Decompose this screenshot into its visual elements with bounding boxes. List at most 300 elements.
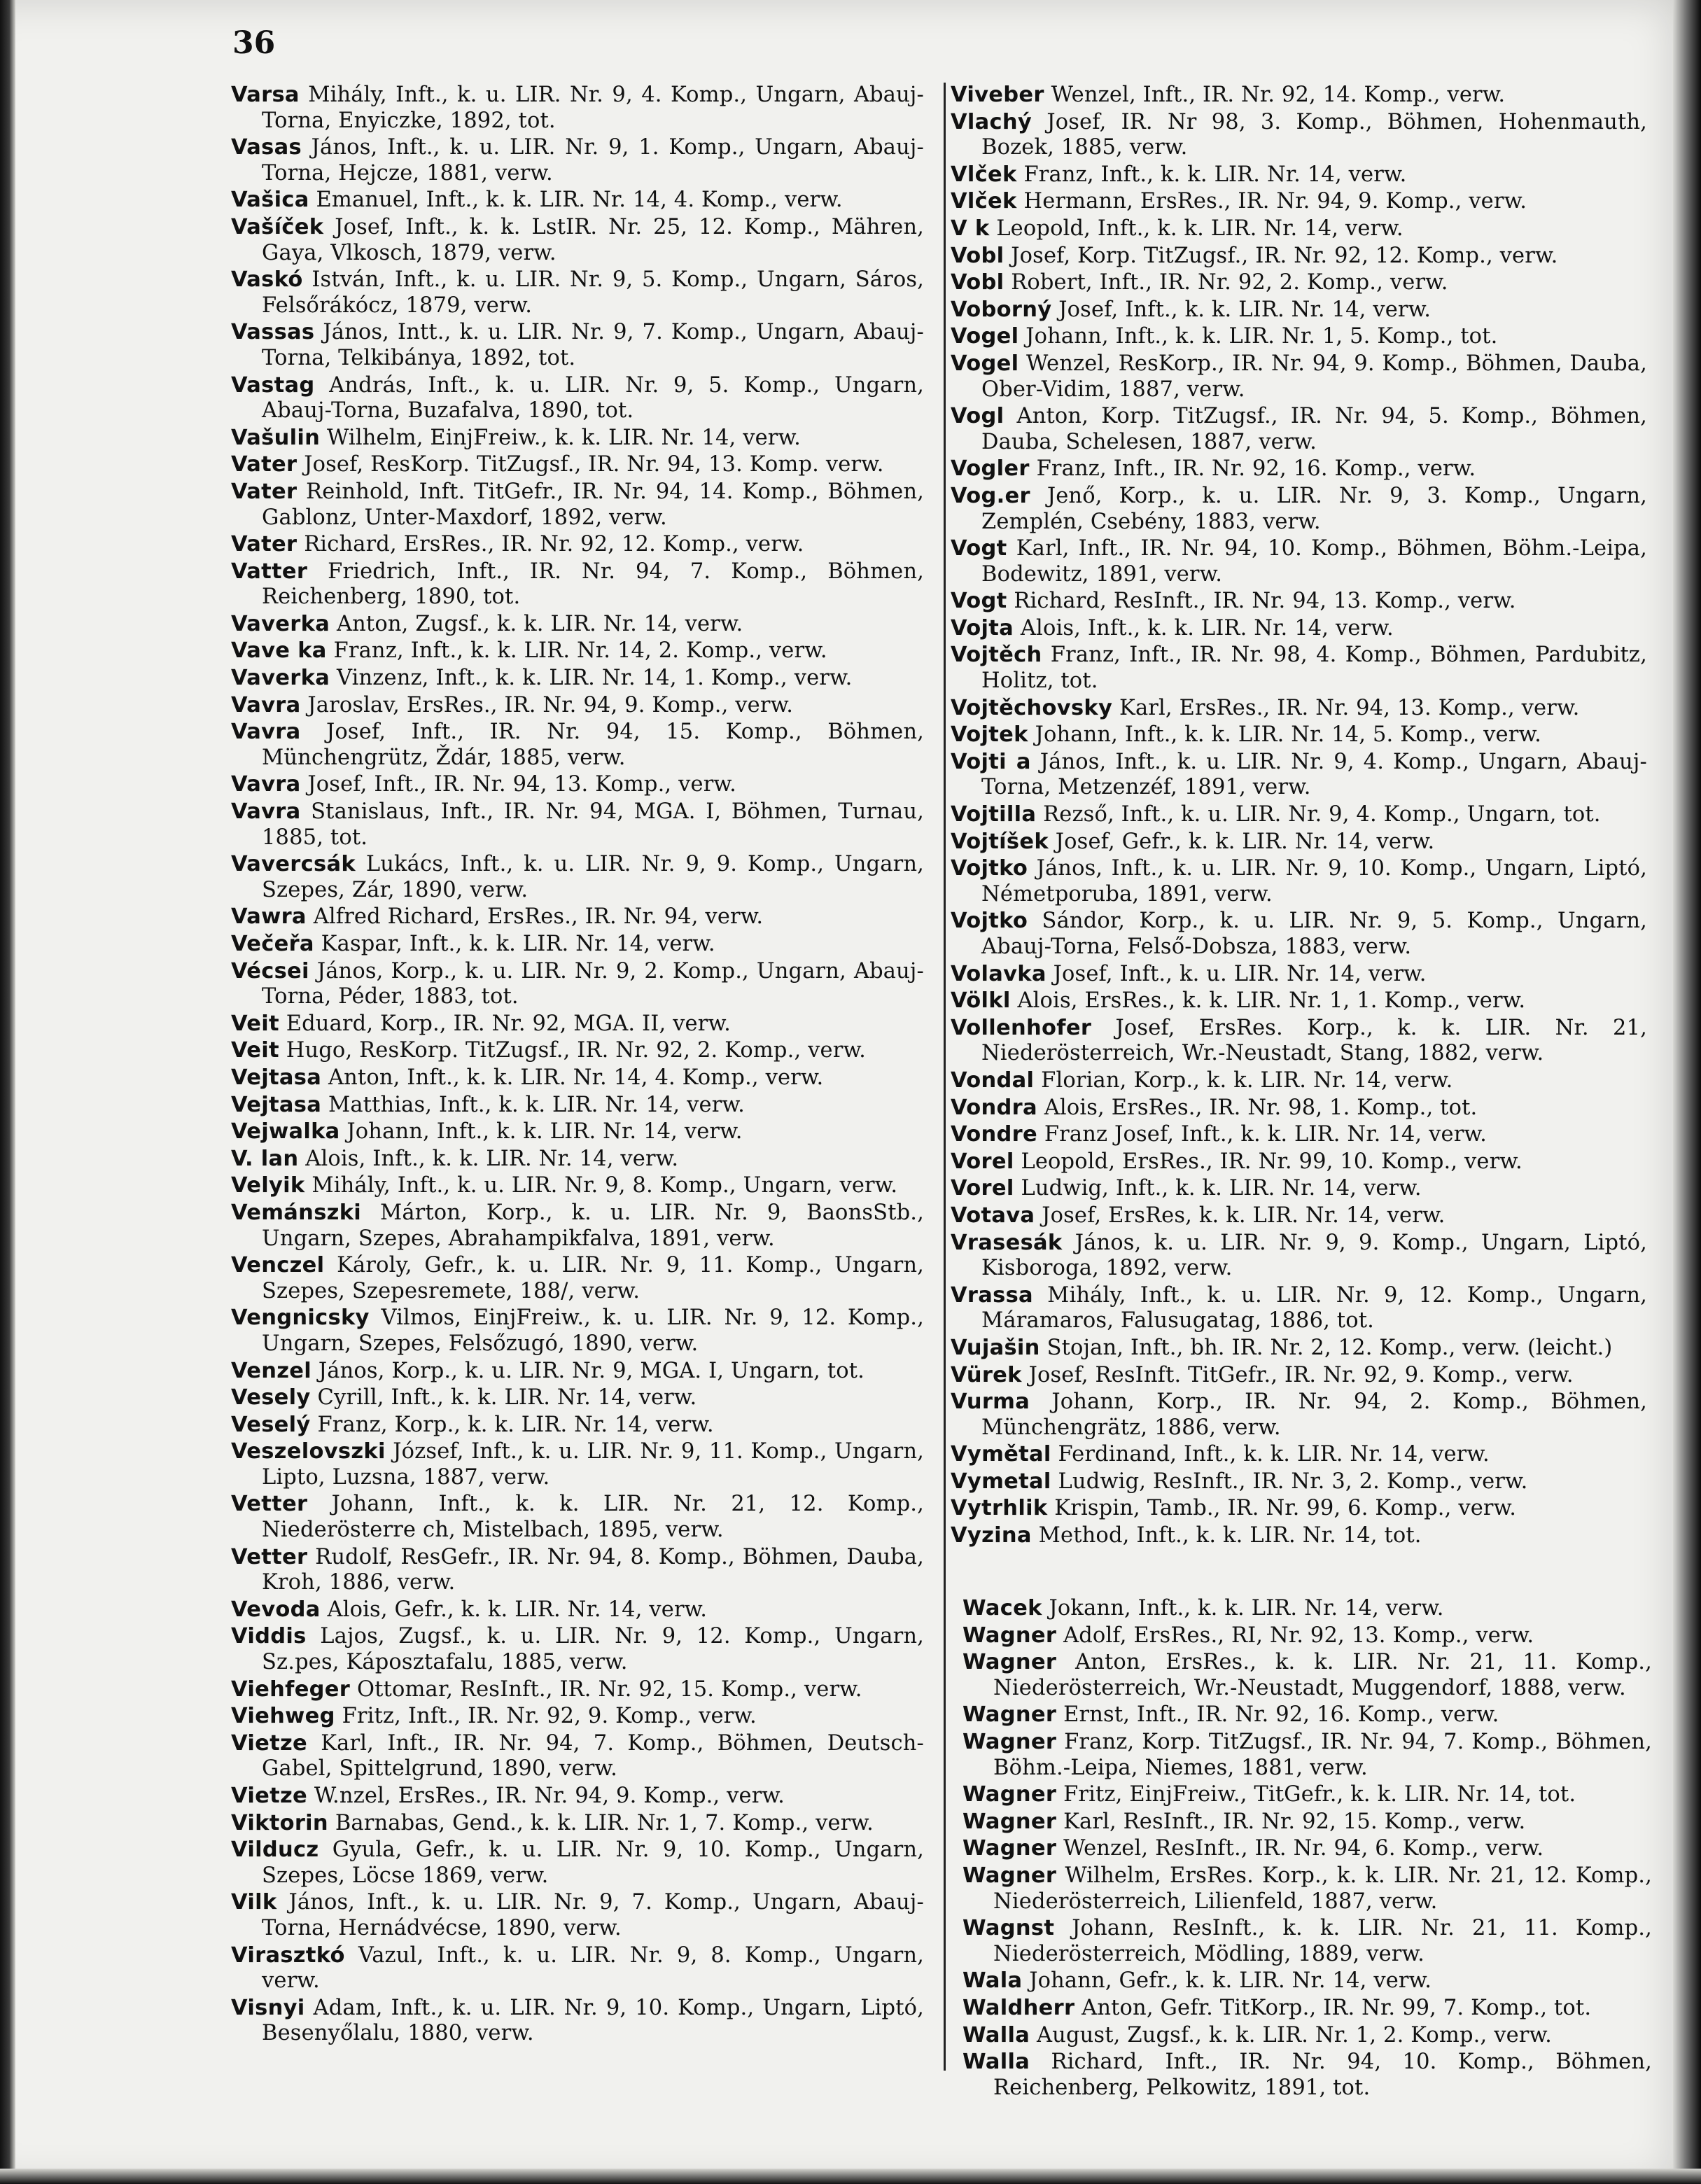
register-entry <box>951 643 1647 694</box>
entry-details: Adolf, ErsRes., RI, Nr. 92, 13. Komp., verw. <box>1063 1623 1534 1648</box>
entry-details: Adam, Inft., k. u. LIR. Nr. 9, 10. Komp., Ungarn, Liptó, Besenyőlalu, 1880, verw. <box>262 1995 924 2046</box>
entry-details: Rezső, Inft., k. u. LIR. Nr. 9, 4. Komp., Ungarn, tot. <box>1043 802 1601 827</box>
register-entry <box>231 612 924 638</box>
register-entry <box>231 532 924 558</box>
register-entry <box>951 802 1647 828</box>
entry-surname: Vojtěchovsky <box>951 695 1113 720</box>
entry-details: Vilmos, EinjFreiw., k. u. LIR. Nr. 9, 12. Komp., Ungarn, Szepes, Felsőzugó, 1890, verw. <box>262 1306 924 1356</box>
register-entry <box>231 959 924 1010</box>
entry-details: Vazul, Inft., k. u. LIR. Nr. 9, 8. Komp., Ungarn, verw. <box>262 1942 924 1994</box>
entry-details: Reinhold, Inft. TitGefr., IR. Nr. 94, 14. Komp., Böhmen, Gablonz, Unter-Maxdorf, 1892, verw. <box>262 479 924 530</box>
entry-details: János, Inft., k. u. LIR. Nr. 9, 1. Komp., Ungarn, Abauj-Torna, Hejcze, 1881, verw. <box>262 135 924 186</box>
entry-details: János, k. u. LIR. Nr. 9, 9. Komp., Ungarn, Liptó, Kisboroga, 1892, verw. <box>981 1230 1647 1281</box>
entry-surname: Vaverka <box>231 666 330 691</box>
entry-surname: Vastag <box>231 372 315 398</box>
register-entry <box>951 962 1647 988</box>
entry-details: Karl, Inft., IR. Nr. 94, 10. Komp., Böhmen, Böhm.-Leipa, Bodewitz, 1891, verw. <box>981 536 1647 587</box>
entry-details: István, Inft., k. u. LIR. Nr. 9, 5. Komp., Ungarn, Sáros, Felsőrákócz, 1879, verw. <box>262 267 924 318</box>
entry-surname: Vevoda <box>231 1597 321 1622</box>
register-entry <box>231 1492 924 1543</box>
entry-details: Florian, Korp., k. k. LIR. Nr. 14, verw. <box>1041 1068 1453 1093</box>
column-divider <box>944 83 946 2071</box>
entry-details: Alois, ErsRes., IR. Nr. 98, 1. Komp., tot. <box>1044 1095 1478 1120</box>
entry-surname: Vatter <box>231 559 308 584</box>
entry-surname: Vengnicsky <box>231 1306 370 1331</box>
entry-details: Lajos, Zugsf., k. u. LIR. Nr. 9, 12. Komp., Ungarn, Sz.pes, Káposztafalu, 1885, verw. <box>262 1624 924 1675</box>
entry-surname: Vobl <box>951 243 1004 268</box>
register-entry <box>231 1624 924 1675</box>
entry-details: János, Korp., k. u. LIR. Nr. 9, MGA. I, Ungarn, tot. <box>318 1358 865 1383</box>
register-entry <box>951 216 1647 242</box>
entry-surname: Veit <box>231 1011 279 1036</box>
entry-surname: Vojtek <box>951 722 1028 748</box>
entry-details: Jenő, Korp., k. u. LIR. Nr. 9, 3. Komp., Ungarn, Zemplén, Csebény, 1883, verw. <box>981 483 1647 534</box>
register-entry <box>231 720 924 771</box>
register-entry <box>231 1704 924 1730</box>
entry-details: Josef, IR. Nr 98, 3. Komp., Böhmen, Hohenmauth, Bozek, 1885, verw. <box>981 109 1647 160</box>
entry-details: Lukács, Inft., k. u. LIR. Nr. 9, 9. Komp., Ungarn, Szepes, Zár, 1890, verw. <box>262 852 924 902</box>
register-entry <box>231 1253 924 1304</box>
register-entry <box>951 1068 1647 1094</box>
entry-surname: Vetter <box>231 1544 308 1569</box>
entry-surname: Vaverka <box>231 611 330 636</box>
page-edge-right <box>1673 0 1701 2184</box>
register-entry <box>231 904 924 930</box>
entry-details: Franz, Korp., k. k. LIR. Nr. 14, verw. <box>317 1412 714 1437</box>
register-entry <box>951 1442 1647 1468</box>
entry-details: Richard, ResInft., IR. Nr. 94, 13. Komp., verw. <box>1014 589 1516 614</box>
register-entry <box>951 1336 1647 1362</box>
entry-details: Josef, Inft., IR. Nr. 94, 15. Komp., Böhmen, Münchengrütz, Ždár, 1885, verw. <box>262 720 924 770</box>
entry-surname: Vogler <box>951 456 1030 482</box>
entry-surname: Vymětal <box>951 1442 1051 1467</box>
entry-surname: Vater <box>231 532 298 557</box>
register-entry <box>951 1016 1647 1067</box>
entry-details: Leopold, Inft., k. k. LIR. Nr. 14, verw. <box>996 216 1404 241</box>
entry-details: Stojan, Inft., bh. IR. Nr. 2, 12. Komp., verw. (leicht.) <box>1046 1335 1613 1360</box>
entry-details: Kaspar, Inft., k. k. LIR. Nr. 14, verw. <box>321 932 715 956</box>
register-entry <box>231 1385 924 1411</box>
entry-surname: Vejtasa <box>231 1092 322 1117</box>
register-entry <box>231 1837 924 1889</box>
entry-details: Wenzel, ResKorp., IR. Nr. 94, 9. Komp., Böhmen, Dauba, Ober-Vidim, 1887, verw. <box>981 351 1647 402</box>
entry-surname: Viveber <box>951 83 1044 107</box>
entry-details: Josef, ErsRes, k. k. LIR. Nr. 14, verw. <box>1042 1203 1446 1228</box>
entry-surname: Venzel <box>231 1358 312 1383</box>
entry-details: Franz, Korp. TitZugsf., IR. Nr. 94, 7. Komp., Böhmen, Böhm.-Leipa, Niemes, 1881, verw. <box>993 1729 1652 1780</box>
entry-surname: Vietze <box>231 1784 308 1808</box>
entry-details: Ludwig, Inft., k. k. LIR. Nr. 14, verw. <box>1021 1176 1422 1201</box>
entry-details: Ernst, Inft., IR. Nr. 92, 16. Komp., verw. <box>1063 1702 1499 1728</box>
register-entry <box>951 1096 1647 1121</box>
entry-details: János, Korp., k. u. LIR. Nr. 9, 2. Komp., Ungarn, Abauj-Torna, Péder, 1883, tot. <box>262 958 924 1009</box>
entry-details: Josef, ResKorp. TitZugsf., IR. Nr. 94, 13. Komp. verw. <box>304 452 884 477</box>
entry-details: Alois, ErsRes., k. k. LIR. Nr. 1, 1. Komp., verw. <box>1017 988 1526 1014</box>
entry-surname: Vojta <box>951 615 1014 640</box>
register-entry <box>951 110 1647 161</box>
entry-details: Anton, ErsRes., k. k. LIR. Nr. 21, 11. Komp., Niederösterreich, Wr.-Neustadt, Muggendorf, 1888, verw. <box>993 1650 1652 1700</box>
register-entry <box>231 426 924 451</box>
entry-details: Franz, Inft., IR. Nr. 92, 16. Komp., verw. <box>1036 456 1476 482</box>
entry-details: Alois, Gefr., k. k. LIR. Nr. 14, verw. <box>327 1597 708 1622</box>
register-entry <box>951 244 1647 270</box>
register-entry <box>231 1359 924 1385</box>
register-entry <box>231 215 924 266</box>
entry-surname: Vondal <box>951 1068 1035 1093</box>
entry-surname: Vondre <box>951 1122 1037 1147</box>
entry-details: Robert, Inft., IR. Nr. 92, 2. Komp., verw. <box>1011 270 1448 295</box>
register-entry <box>231 799 924 850</box>
entry-surname: Vetter <box>231 1492 308 1517</box>
entry-details: Ottomar, ResInft., IR. Nr. 92, 15. Komp., verw. <box>357 1676 862 1702</box>
entry-surname: Vater <box>231 479 298 504</box>
register-entry <box>951 830 1647 855</box>
register-entry <box>231 638 924 664</box>
entry-surname: Visnyi <box>231 1995 305 2020</box>
register-entry <box>231 1065 924 1091</box>
register-entry <box>231 1011 924 1037</box>
register-entry <box>951 988 1647 1014</box>
page-edge-left <box>0 0 15 2184</box>
entry-details: Franz, Inft., k. k. LIR. Nr. 14, 2. Komp., verw. <box>333 638 827 664</box>
register-entry <box>951 536 1647 587</box>
right-column-w-section <box>962 1596 1652 2102</box>
entry-details: Mihály, Inft., k. u. LIR. Nr. 9, 4. Komp., Ungarn, Abauj-Torna, Enyiczke, 1892, tot. <box>262 83 924 133</box>
entry-surname: Vavra <box>231 692 301 718</box>
register-entry <box>231 479 924 531</box>
entry-details: Wilhelm, ErsRes. Korp., k. k. LIR. Nr. 21, 12. Komp., Niederösterreich, Lilienfeld, 1887, verw. <box>993 1863 1652 1914</box>
register-entry <box>951 324 1647 350</box>
register-entry <box>962 1730 1652 1781</box>
register-entry <box>962 1916 1652 1967</box>
entry-details: Josef, ResInft. TitGefr., IR. Nr. 92, 9. Komp., verw. <box>1028 1362 1574 1387</box>
entry-surname: Vogl <box>951 404 1004 429</box>
register-entry <box>962 1596 1652 1622</box>
register-entry <box>951 1390 1647 1441</box>
entry-surname: Vogt <box>951 536 1007 561</box>
left-column <box>231 83 924 2048</box>
entry-details: Josef, Korp. TitZugsf., IR. Nr. 92, 12. Komp., verw. <box>1011 243 1558 268</box>
entry-surname: Vilducz <box>231 1837 319 1863</box>
register-entry <box>951 298 1647 323</box>
entry-details: Anton, Gefr. TitKorp., IR. Nr. 99, 7. Komp., tot. <box>1082 1995 1592 2020</box>
entry-details: Richard, Inft., IR. Nr. 94, 10. Komp., Böhmen, Reichenberg, Pelkowitz, 1891, tot. <box>993 2050 1652 2100</box>
entry-details: Alois, Inft., k. k. LIR. Nr. 14, verw. <box>305 1146 679 1171</box>
entry-details: János, Intt., k. u. LIR. Nr. 9, 7. Komp., Ungarn, Abauj-Torna, Telkibánya, 1892, tot. <box>262 320 924 370</box>
entry-details: Josef, Gefr., k. k. LIR. Nr. 14, verw. <box>1055 829 1435 854</box>
entry-details: Fritz, Inft., IR. Nr. 92, 9. Komp., verw. <box>342 1704 757 1729</box>
entry-surname: Waldherr <box>962 1995 1075 2020</box>
page-number: 36 <box>232 25 276 61</box>
register-entry <box>231 1784 924 1809</box>
entry-surname: Vyzina <box>951 1523 1032 1548</box>
entry-surname: Veszelovszki <box>231 1439 386 1464</box>
entry-surname: Viktorin <box>231 1810 328 1835</box>
entry-details: Johann, Gefr., k. k. LIR. Nr. 14, verw. <box>1029 1968 1432 1994</box>
entry-details: Krispin, Tamb., IR. Nr. 99, 6. Komp., verw. <box>1054 1496 1517 1521</box>
register-entry <box>231 1200 924 1252</box>
entry-surname: Vytrhlik <box>951 1496 1048 1521</box>
entry-surname: Vlček <box>951 162 1017 187</box>
entry-surname: Velyik <box>231 1173 305 1198</box>
entry-details: Josef, Inft., k. u. LIR. Nr. 14, verw. <box>1053 961 1427 986</box>
entry-details: Anton, Inft., k. k. LIR. Nr. 14, 4. Komp., verw. <box>328 1065 824 1090</box>
entry-details: Jaroslav, ErsRes., IR. Nr. 94, 9. Komp., verw. <box>307 692 794 718</box>
register-entry <box>962 1996 1652 2022</box>
entry-details: Károly, Gefr., k. u. LIR. Nr. 9, 11. Komp., Ungarn, Szepes, Szepesremete, 188/, verw. <box>262 1253 924 1303</box>
entry-details: Johann, ResInft., k. k. LIR. Nr. 21, 11. Komp., Niederösterreich, Mödling, 1889, verw. <box>993 1916 1652 1966</box>
register-entry <box>231 320 924 371</box>
register-entry <box>951 1363 1647 1389</box>
entry-details: Karl, Inft., IR. Nr. 94, 7. Komp., Böhmen, Deutsch-Gabel, Spittelgrund, 1890, verw. <box>262 1730 924 1782</box>
entry-details: Sándor, Korp., k. u. LIR. Nr. 9, 5. Komp., Ungarn, Abauj-Torna, Felső-Dobsza, 1883, verw. <box>981 909 1647 959</box>
entry-details: Johann, Inft., k. k. LIR. Nr. 21, 12. Komp., Niederösterre ch, Mistelbach, 1895, verw. <box>262 1492 924 1543</box>
entry-details: Mihály, Inft., k. u. LIR. Nr. 9, 8. Komp., Ungarn, verw. <box>312 1173 898 1198</box>
entry-surname: Vater <box>231 452 298 477</box>
entry-surname: Vojtko <box>951 909 1028 934</box>
register-entry <box>231 1545 924 1596</box>
entry-details: W.nzel, ErsRes., IR. Nr. 94, 9. Komp., verw. <box>314 1784 785 1808</box>
entry-details: Alfred Richard, ErsRes., IR. Nr. 94, verw. <box>313 904 764 930</box>
entry-surname: Vymetal <box>951 1469 1051 1494</box>
entry-surname: Vassas <box>231 320 315 345</box>
entry-details: Vinzenz, Inft., k. k. LIR. Nr. 14, 1. Komp., verw. <box>336 666 853 691</box>
page-edge-bottom <box>0 2169 1701 2184</box>
entry-surname: Vojtíšek <box>951 829 1049 854</box>
register-entry <box>962 1968 1652 1994</box>
entry-details: János, Inft., k. u. LIR. Nr. 9, 10. Komp., Ungarn, Liptó, Németporuba, 1891, verw. <box>981 856 1647 906</box>
entry-surname: Vurma <box>951 1390 1030 1415</box>
register-entry <box>231 1677 924 1703</box>
register-entry <box>951 750 1647 801</box>
register-entry <box>951 1496 1647 1522</box>
register-entry <box>231 1306 924 1357</box>
register-entry <box>962 1623 1652 1649</box>
entry-surname: Venczel <box>231 1253 325 1278</box>
register-entry <box>951 189 1647 215</box>
entry-surname: Vave ka <box>231 638 327 664</box>
entry-surname: V k <box>951 216 990 241</box>
entry-surname: Viddis <box>231 1624 307 1649</box>
register-entry <box>962 1782 1652 1808</box>
entry-details: Wenzel, ResInft., IR. Nr. 94, 6. Komp., verw. <box>1063 1836 1544 1861</box>
entry-details: Stanislaus, Inft., IR. Nr. 94, MGA. I, Böhmen, Turnau, 1885, tot. <box>262 799 924 850</box>
register-entry <box>231 1811 924 1837</box>
entry-details: Matthias, Inft., k. k. LIR. Nr. 14, verw. <box>328 1092 745 1117</box>
entry-details: János, Inft., k. u. LIR. Nr. 9, 7. Komp., Ungarn, Abauj-Torna, Hernádvécse, 1890, verw. <box>262 1890 924 1940</box>
entry-surname: Wagner <box>962 1650 1057 1675</box>
entry-surname: Vogt <box>951 589 1007 614</box>
entry-surname: Veselý <box>231 1412 311 1437</box>
entry-details: Rudolf, ResGefr., IR. Nr. 94, 8. Komp., Böhmen, Dauba, Kroh, 1886, verw. <box>262 1544 924 1595</box>
entry-surname: Wacek <box>962 1596 1042 1620</box>
entry-details: Eduard, Korp., IR. Nr. 92, MGA. II, verw. <box>286 1011 731 1036</box>
entry-surname: Varsa <box>231 83 300 107</box>
register-entry <box>231 373 924 424</box>
entry-surname: Vogel <box>951 324 1019 349</box>
entry-surname: Wagner <box>962 1702 1057 1728</box>
register-entry <box>951 351 1647 402</box>
register-entry <box>951 1203 1647 1229</box>
entry-details: Fritz, EinjFreiw., TitGefr., k. k. LIR. Nr. 14, tot. <box>1063 1782 1576 1807</box>
entry-surname: Vašíček <box>231 214 324 239</box>
right-column <box>951 83 1647 1550</box>
register-entry <box>951 589 1647 615</box>
entry-surname: Vawra <box>231 904 307 930</box>
register-entry <box>231 666 924 692</box>
entry-surname: Vavercsák <box>231 852 356 877</box>
entry-surname: Vaskó <box>231 267 303 293</box>
entry-details: Leopold, ErsRes., IR. Nr. 99, 10. Komp., verw. <box>1021 1149 1522 1174</box>
register-entry <box>951 484 1647 535</box>
entry-surname: Vilk <box>231 1890 277 1915</box>
register-entry <box>231 772 924 798</box>
register-entry <box>231 1943 924 1994</box>
entry-surname: Wala <box>962 1968 1023 1994</box>
entry-details: Emanuel, Inft., k. k. LIR. Nr. 14, 4. Komp., verw. <box>316 188 843 213</box>
entry-surname: Wagner <box>962 1836 1057 1861</box>
entry-details: Johann, Inft., k. k. LIR. Nr. 1, 5. Komp., tot. <box>1026 324 1498 349</box>
register-entry <box>231 852 924 903</box>
entry-surname: Vollenhofer <box>951 1015 1092 1040</box>
entry-details: Johann, Korp., IR. Nr. 94, 2. Komp., Böhmen, Münchengrätz, 1886, verw. <box>981 1390 1647 1440</box>
register-entry <box>951 856 1647 907</box>
register-entry <box>231 267 924 318</box>
entry-surname: Vavra <box>231 720 301 745</box>
entry-details: Anton, Korp. TitZugsf., IR. Nr. 94, 5. Komp., Böhmen, Dauba, Schelesen, 1887, verw. <box>981 404 1647 454</box>
entry-surname: Vojtilla <box>951 802 1037 827</box>
register-entry <box>231 1731 924 1782</box>
register-entry <box>951 1523 1647 1549</box>
entry-surname: Virasztkó <box>231 1942 345 1968</box>
register-entry <box>951 456 1647 482</box>
register-entry <box>951 1231 1647 1282</box>
register-entry <box>231 1890 924 1941</box>
entry-surname: Vorel <box>951 1176 1014 1201</box>
register-entry <box>962 1836 1652 1862</box>
entry-details: Friedrich, Inft., IR. Nr. 94, 7. Komp., Böhmen, Reichenberg, 1890, tot. <box>262 559 924 610</box>
entry-surname: Vlček <box>951 189 1017 214</box>
entry-surname: Vogel <box>951 351 1019 376</box>
register-entry <box>951 1469 1647 1495</box>
entry-details: Barnabas, Gend., k. k. LIR. Nr. 1, 7. Komp., verw. <box>335 1810 874 1835</box>
entry-surname: Vejwalka <box>231 1119 340 1144</box>
entry-surname: Vrasesák <box>951 1230 1063 1255</box>
entry-surname: Vemánszki <box>231 1200 362 1225</box>
entry-surname: Vondra <box>951 1095 1037 1120</box>
entry-surname: Vavra <box>231 799 301 825</box>
register-entry <box>231 693 924 719</box>
entry-surname: Wagnst <box>962 1916 1055 1941</box>
register-entry <box>962 1809 1652 1835</box>
register-entry <box>951 1122 1647 1148</box>
register-entry <box>231 1413 924 1438</box>
register-entry <box>951 1283 1647 1334</box>
register-entry <box>231 932 924 958</box>
register-entry <box>951 270 1647 296</box>
register-entry <box>951 404 1647 455</box>
entry-surname: Vobl <box>951 270 1004 295</box>
entry-surname: Viehfeger <box>231 1676 351 1702</box>
entry-details: Anton, Zugsf., k. k. LIR. Nr. 14, verw. <box>336 611 743 636</box>
register-entry <box>951 616 1647 642</box>
entry-surname: Vorel <box>951 1149 1014 1174</box>
entry-details: Josef, Inft., IR. Nr. 94, 13. Komp., verw. <box>307 772 736 797</box>
entry-details: Franz, Inft., IR. Nr. 98, 4. Komp., Böhmen, Pardubitz, Holitz, tot. <box>981 643 1647 694</box>
entry-surname: Vašica <box>231 188 309 213</box>
entry-details: József, Inft., k. u. LIR. Nr. 9, 11. Komp., Ungarn, Lipto, Luzsna, 1887, verw. <box>262 1439 924 1490</box>
register-entry <box>962 1650 1652 1701</box>
entry-details: Cyrill, Inft., k. k. LIR. Nr. 14, verw. <box>317 1385 697 1410</box>
entry-details: Richard, ErsRes., IR. Nr. 92, 12. Komp., verw. <box>304 532 804 557</box>
entry-surname: Vog.er <box>951 483 1030 508</box>
register-entry <box>231 1147 924 1172</box>
register-entry <box>951 83 1647 108</box>
register-entry <box>231 83 924 134</box>
register-entry <box>951 696 1647 722</box>
entry-details: Method, Inft., k. k. LIR. Nr. 14, tot. <box>1038 1523 1422 1548</box>
entry-details: Johann, Inft., k. k. LIR. Nr. 14, 5. Komp., verw. <box>1035 722 1541 748</box>
entry-details: Jokann, Inft., k. k. LIR. Nr. 14, verw. <box>1049 1596 1444 1620</box>
entry-surname: Vojtko <box>951 856 1028 881</box>
entry-details: August, Zugsf., k. k. LIR. Nr. 1, 2. Komp., verw. <box>1037 2022 1552 2047</box>
register-entry <box>231 1173 924 1199</box>
entry-details: Karl, ResInft., IR. Nr. 92, 15. Komp., verw. <box>1063 1809 1526 1834</box>
register-entry <box>951 722 1647 748</box>
entry-surname: Veit <box>231 1038 279 1063</box>
entry-details: Hermann, ErsRes., IR. Nr. 94, 9. Komp., verw. <box>1023 189 1527 214</box>
entry-surname: Vujašin <box>951 1335 1040 1360</box>
entry-surname: Vašulin <box>231 425 321 450</box>
entry-details: Mihály, Inft., k. u. LIR. Nr. 9, 12. Komp., Ungarn, Máramaros, Falusugatag, 1886, tot. <box>981 1282 1647 1334</box>
register-entry <box>962 1702 1652 1728</box>
entry-surname: Večeřa <box>231 932 314 956</box>
entry-surname: Volavka <box>951 961 1046 986</box>
register-entry <box>231 559 924 610</box>
entry-surname: Walla <box>962 2022 1030 2047</box>
entry-surname: Wagner <box>962 1863 1057 1888</box>
entry-details: Gyula, Gefr., k. u. LIR. Nr. 9, 10. Komp., Ungarn, Szepes, Löcse 1869, verw. <box>262 1837 924 1888</box>
entry-surname: Vrassa <box>951 1282 1033 1308</box>
entry-surname: Wagner <box>962 1782 1057 1807</box>
register-entry <box>951 1149 1647 1175</box>
entry-surname: V. lan <box>231 1146 299 1171</box>
entry-details: Franz, Inft., k. k. LIR. Nr. 14, verw. <box>1023 162 1407 187</box>
entry-surname: Vlachý <box>951 109 1032 134</box>
entry-surname: Vejtasa <box>231 1065 322 1090</box>
entry-surname: Viehweg <box>231 1704 335 1729</box>
entry-details: Franz Josef, Inft., k. k. LIR. Nr. 14, verw. <box>1044 1122 1487 1147</box>
register-entry <box>962 2023 1652 2049</box>
entry-surname: Völkl <box>951 988 1011 1014</box>
entry-details: Ferdinand, Inft., k. k. LIR. Nr. 14, verw. <box>1058 1442 1490 1467</box>
entry-surname: Votava <box>951 1203 1035 1228</box>
register-entry <box>962 1863 1652 1914</box>
register-entry <box>962 2050 1652 2101</box>
register-entry <box>231 1597 924 1623</box>
entry-surname: Vesely <box>231 1385 311 1410</box>
entry-surname: Vojtěch <box>951 643 1042 668</box>
register-entry <box>231 135 924 186</box>
entry-details: Josef, Inft., k. k. LIR. Nr. 14, verw. <box>1058 297 1432 322</box>
register-entry <box>951 1176 1647 1202</box>
register-entry <box>231 1996 924 2047</box>
entry-details: Josef, Inft., k. k. LstIR. Nr. 25, 12. Komp., Mähren, Gaya, Vlkosch, 1879, verw. <box>262 214 924 265</box>
entry-details: Márton, Korp., k. u. LIR. Nr. 9, BaonsStb., Ungarn, Szepes, Abrahampikfalva, 1891, verw. <box>262 1200 924 1251</box>
entry-details: Ludwig, ResInft., IR. Nr. 3, 2. Komp., verw. <box>1058 1469 1528 1494</box>
entry-details: János, Inft., k. u. LIR. Nr. 9, 4. Komp., Ungarn, Abauj-Torna, Metzenzéf, 1891, verw. <box>981 749 1647 800</box>
entry-details: Karl, ErsRes., IR. Nr. 94, 13. Komp., verw. <box>1119 695 1580 720</box>
